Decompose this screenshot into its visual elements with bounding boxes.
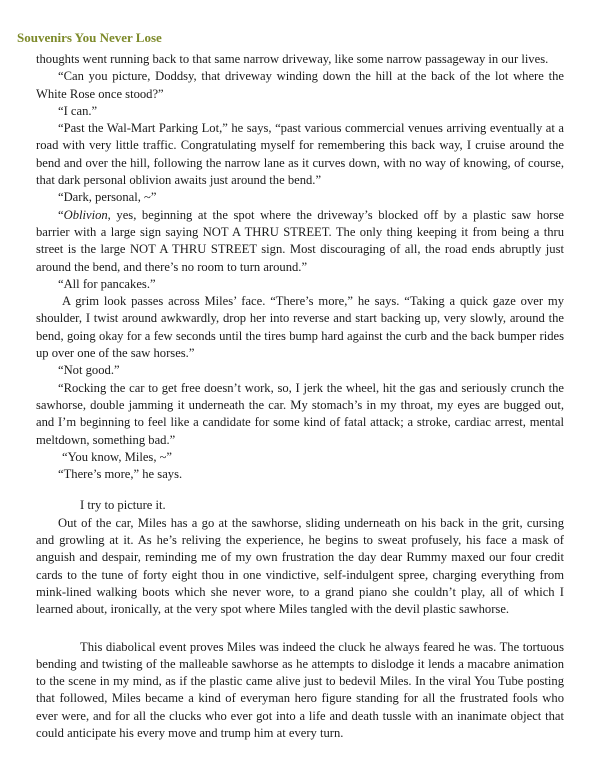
paragraph: “Dark, personal, ~” <box>58 190 157 205</box>
paragraph: “Can you picture, Doddsy, that driveway winding down the hill at the back of the lot where the White Rose once stood?” <box>36 69 564 101</box>
paragraph: I try to picture it. <box>80 498 166 513</box>
paragraph: “Not good.” <box>58 363 120 378</box>
paragraph: Out of the car, Miles has a go at the sawhorse, sliding underneath on his back in the grit, cursing and growling at it. As he’s reliving the experience, he begins to sweat profusely, his face a mask of anguish and despair, reminding me of my own frustration the day dear Rummy maxed our four credit cards to the tune of forty eight thou in one vindictive, self-indulgent spree, charging everything from mink-lined walking boots which she never wore, to a grand piano she couldn’t play, all of which I learned about, ironically, at the very spot where Miles tangled with the devil plastic sawhorse. <box>36 515 564 617</box>
paragraph: “There’s more,” he says. <box>58 467 183 482</box>
paragraph: This diabolical event proves Miles was indeed the cluck he always feared he was. The tortuous bending and twisting of the malleable sawhorse as he attempts to dislodge it lends a macabre animation to the scene in my mind, as if the plastic came alive just to bedevil Miles. In the viral You Tube posting that followed, Miles became a kind of everyman hero figure standing for all the frustrated fools who ever were, and for all the clucks who ever got into a life and death tussle with an inanimate object that could anticipate his every move and trump him at every turn. <box>36 639 564 740</box>
running-head-title: Souvenirs You Never Lose <box>17 30 162 45</box>
italic-word: Oblivion <box>63 207 108 222</box>
paragraph-text: , yes, beginning at the spot where the driveway’s blocked off by a plastic saw horse barrier with a large sign saying NOT A THRU STREET. The only thing keeping it from being a thru street is the large NOT A THRU STREET sign. Most discouraging of all, the road ends abruptly just around the bend, and there’s no room to turn around.” <box>36 207 564 274</box>
paragraph: A grim look passes across Miles’ face. “There’s more,” he says. “Taking a quick gaze over my shoulder, I twist around awkwardly, drop her into reverse and start backing up, very slowly, around the bend, going okay for a few seconds until the tires bump hard against the curb and the back bumper rides up over one of the saw horses.” <box>36 294 564 361</box>
paragraph: “I can.” <box>58 103 98 118</box>
paragraph: “Oblivion, yes, beginning at the spot where the driveway’s blocked off by a plastic saw horse barrier with a large sign saying NOT A THRU STREET. The only thing keeping it from being a thru street is the large NOT A THRU STREET sign. Most discouraging of all, the road ends abruptly just around the bend, and there’s no room to turn around.” <box>36 207 564 274</box>
paragraph: “Rocking the car to get free doesn’t work, so, I jerk the wheel, hit the gas and seriously crunch the sawhorse, double jamming it underneath the car. My stomach’s in my throat, my eyes are bugged out, and I’m beginning to feel like a candidate for some kind of fatal attack; a stroke, cardiac arrest, mental meltdown, something bad.” <box>36 380 564 447</box>
paragraph: “You know, Miles, ~” <box>62 449 173 464</box>
body-text <box>36 51 564 742</box>
paragraph: “All for pancakes.” <box>58 276 156 291</box>
paragraph: thoughts went running back to that same narrow driveway, like some narrow passageway in our lives. <box>36 52 549 66</box>
paragraph: “Past the Wal-Mart Parking Lot,” he says, “past various commercial venues arriving eventually at a road with very little traffic. Congratulating myself for remembering this back way, I cruise around the bend and over the hill, following the narrow lane as it curves down, with no way of knowing, of course, that dark personal oblivion awaits just around the bend.” <box>36 121 564 188</box>
